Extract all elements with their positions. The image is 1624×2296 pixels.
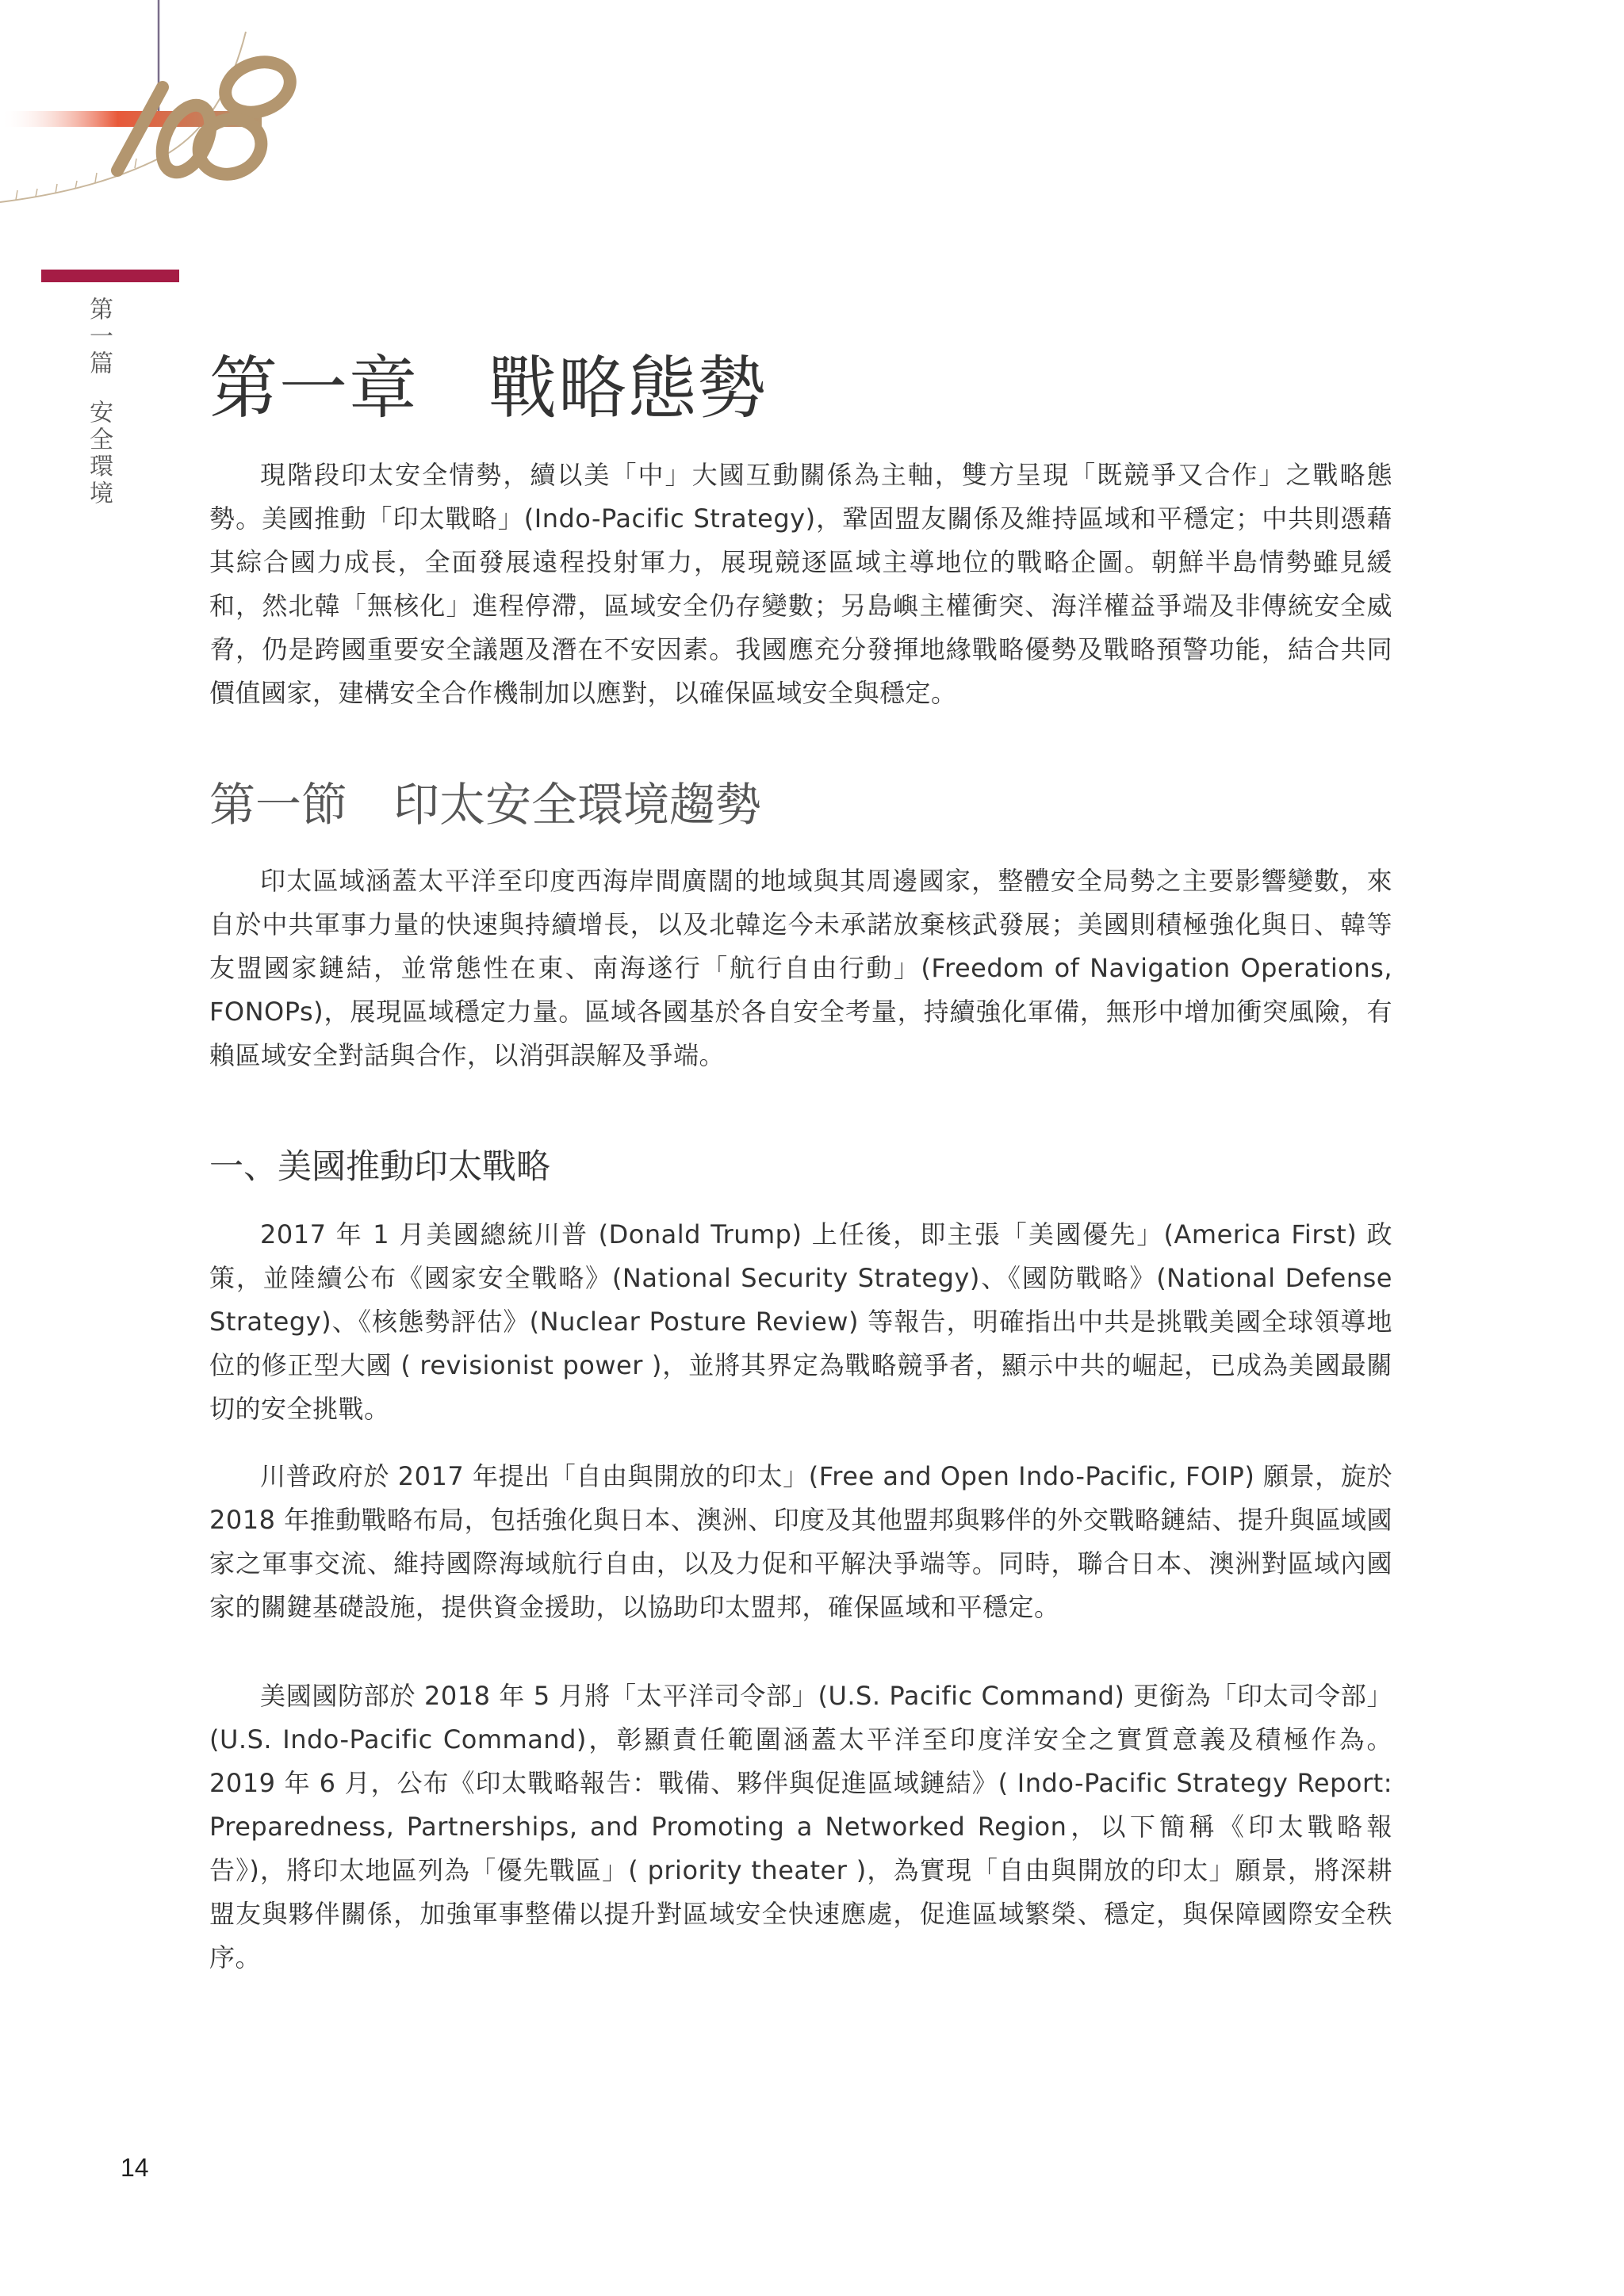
page-number: 14: [121, 2153, 149, 2182]
chapter-title: 第一章 戰略態勢: [209, 349, 768, 428]
body-paragraph-2: 川普政府於 2017 年提出「自由與開放的印太」(Free and Open Indo-Pacific, FOIP) 願景，旋於 2018 年推動戰略布局，包括強化與日本、澳洲、印度及其他盟邦與夥伴的外交戰略鏈結、提升與區域國家之軍事交流、維持國際海域航行自由，以及力促和平解決爭端等。同時，聯合日本、澳洲對區域內國家的關鍵基礎設施，提供資金援助，以協助印太盟邦，確保區域和平穩定。: [209, 1461, 1392, 1622]
108-anniversary-logo: [0, 0, 317, 214]
section-title: 第一節 印太安全環境趨勢: [209, 778, 762, 832]
intro-paragraph: 現階段印太安全情勢，續以美「中」大國互動關係為主軸，雙方呈現「既競爭又合作」之戰略態勢。美國推動「印太戰略」(Indo-Pacific Strategy)，鞏固盟友關係及維持區域和平穩定；中共則憑藉其綜合國力成長，全面發展遠程投射軍力，展現競逐區域主導地位的戰略企圖。朝鮮半島情勢雖見緩和，然北韓「無核化」進程停滯，區域安全仍存變數；另島嶼主權衝突、海洋權益爭端及非傳統安全威脅，仍是跨國重要安全議題及潛在不安因素。我國應充分發揮地緣戰略優勢及戰略預警功能，結合共同價值國家，建構安全合作機制加以應對，以確保區域安全與穩定。: [209, 460, 1392, 708]
side-label-section: 安全環境: [85, 400, 113, 507]
body-paragraph-1: 2017 年 1 月美國總統川普 (Donald Trump) 上任後，即主張「美國優先」(America First) 政策，並陸續公布《國家安全戰略》(National Security Strategy)、《國防戰略》(National Defense Strategy)、《核態勢評估》(Nuclear Posture Review) 等報告，明確指出中共是挑戰美國全球領導地位的修正型大國 ( revisionist power )，並將其界定為戰略競爭者，顯示中共的崛起，已成為美國最關切的安全挑戰。: [209, 1219, 1392, 1424]
side-accent-bar: [41, 270, 179, 282]
side-section-label: [84, 297, 113, 507]
subsection-title: 一、美國推動印太戰略: [209, 1147, 550, 1187]
body-paragraph-3: 美國國防部於 2018 年 5 月將「太平洋司令部」(U.S. Pacific Command) 更銜為「印太司令部」(U.S. Indo-Pacific Command)，彰顯責任範圍涵蓋太平洋至印度洋安全之實質意義及積極作為。2019 年 6 月，公布《印太戰略報告：戰備、夥伴與促進區域鏈結》( Indo-Pacific Strategy Report: Preparedness, Partnerships, and Promoting a Networked Region，以下簡稱《印太戰略報告》)，將印太地區列為「優先戰區」( priority theater )，為實現「自由與開放的印太」願景，將深耕盟友與夥伴關係，加強軍事整備以提升對區域安全快速應處，促進區域繁榮、穩定，與保障國際安全秩序。: [209, 1681, 1392, 1973]
side-label-part: 第一篇: [85, 297, 113, 377]
section-paragraph: 印太區域涵蓋太平洋至印度西海岸間廣闊的地域與其周邊國家，整體安全局勢之主要影響變數，來自於中共軍事力量的快速與持續增長，以及北韓迄今未承諾放棄核武發展；美國則積極強化與日、韓等友盟國家鏈結，並常態性在東、南海遂行「航行自由行動」(Freedom of Navigation Operations, FONOPs)，展現區域穩定力量。區域各國基於各自安全考量，持續強化軍備，無形中增加衝突風險，有賴區域安全對話與合作，以消弭誤解及爭端。: [209, 866, 1392, 1070]
